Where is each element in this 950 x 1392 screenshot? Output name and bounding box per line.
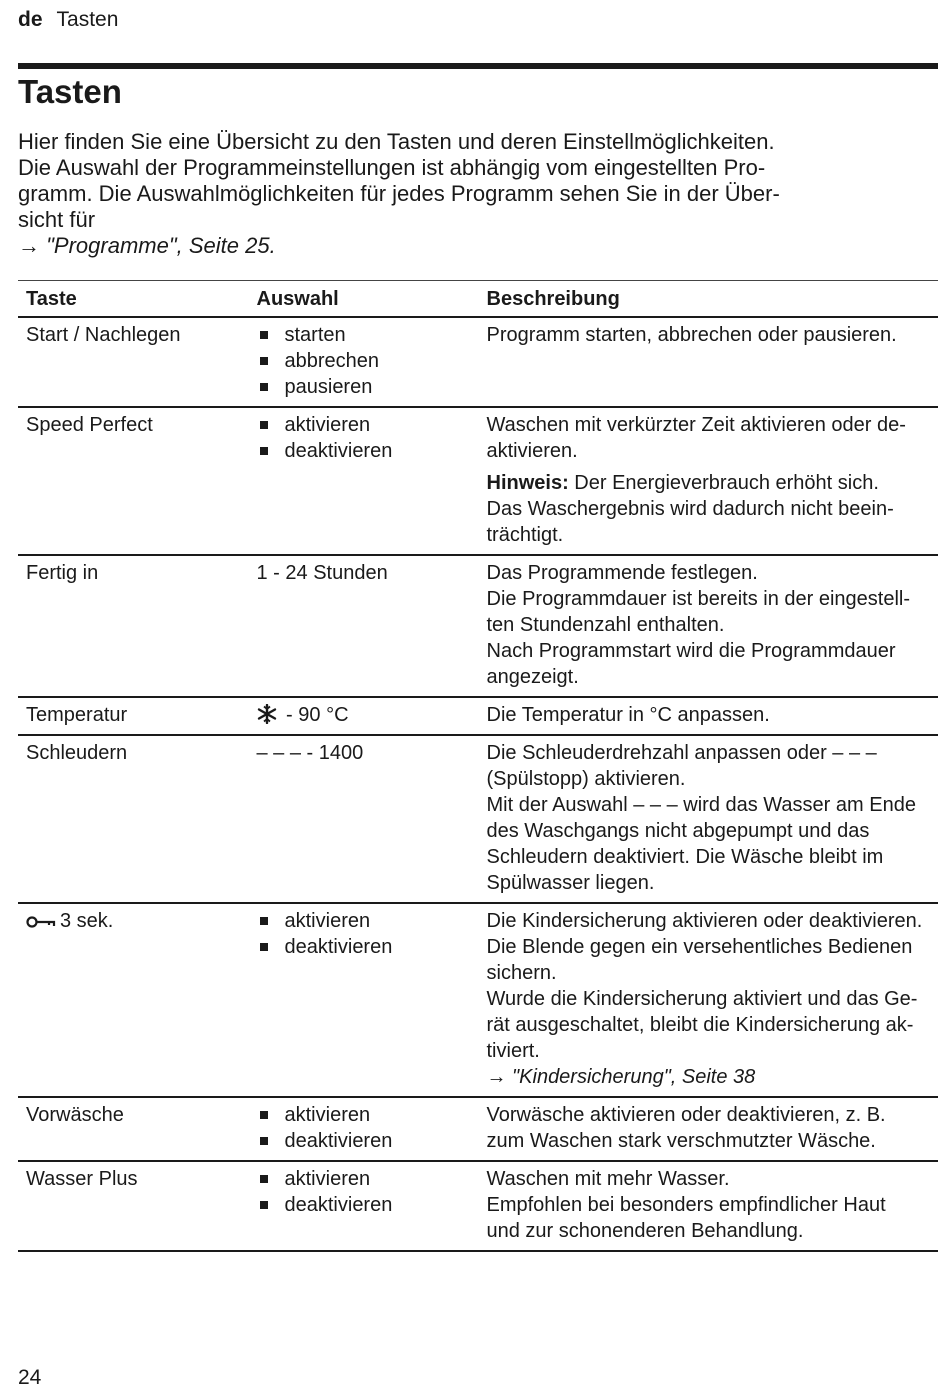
option-item: aktivieren xyxy=(257,908,470,934)
table-row xyxy=(18,1097,938,1161)
auswahl-cell: 1 - 24 Stunden xyxy=(248,555,478,697)
taste-cell: Vorwäsche xyxy=(18,1097,248,1161)
taste-cell: Temperatur xyxy=(18,697,248,735)
auswahl-cell xyxy=(248,697,478,735)
auswahl-cell: – – – - 1400 xyxy=(248,735,478,903)
table-header-row xyxy=(18,281,938,318)
table-row xyxy=(18,555,938,697)
auswahl-cell xyxy=(248,903,478,1097)
description-cell xyxy=(478,735,938,903)
option-item: deaktivieren xyxy=(257,1128,470,1154)
option-item: aktivieren xyxy=(257,1102,470,1128)
language-code: de xyxy=(18,8,43,31)
auswahl-cell xyxy=(248,317,478,407)
description-text: Waschen mit mehr Wasser. Empfohlen bei besonders empfindlicher Haut und zur schonenderen Behandlung. xyxy=(486,1168,886,1242)
description-text: Vorwäsche aktivieren oder deaktivieren, z. B. zum Waschen stark verschmutzter Wäsche. xyxy=(486,1104,886,1152)
table-row xyxy=(18,317,938,407)
note xyxy=(487,470,931,548)
description-cell xyxy=(478,1097,938,1161)
snowflake-icon xyxy=(257,704,277,724)
intro-line: gramm. Die Auswahlmöglichkeiten für jedes Programm sehen Sie in der Über- xyxy=(18,181,780,206)
intro-paragraph xyxy=(18,129,933,259)
taste-cell: Start / Nachlegen xyxy=(18,317,248,407)
option-item: deaktivieren xyxy=(257,438,470,464)
taste-cell: Wasser Plus xyxy=(18,1161,248,1251)
description-text: Das Programmende festlegen. Die Programmdauer ist bereits in der eingestell- ten Stundenzahl enthalten. Nach Programmstart wird die Programmdauer angezeigt. xyxy=(486,562,911,688)
table-row xyxy=(18,407,938,555)
description-text: Programm starten, abbrechen oder pausieren. xyxy=(486,324,897,346)
table-row xyxy=(18,735,938,903)
auswahl-cell xyxy=(248,1097,478,1161)
taste-cell xyxy=(18,903,248,1097)
option-item: abbrechen xyxy=(257,348,470,374)
child-lock-link[interactable]: → "Kindersicherung", Seite 38 xyxy=(486,1066,756,1088)
table-row xyxy=(18,1161,938,1251)
intro-line: Hier finden Sie eine Übersicht zu den Tasten und deren Einstellmöglichkeiten. xyxy=(18,129,775,154)
page-number: 24 xyxy=(18,1366,42,1389)
page-title: Tasten xyxy=(18,73,122,110)
taste-cell: Speed Perfect xyxy=(18,407,248,555)
option-item: aktivieren xyxy=(257,1166,470,1192)
running-header xyxy=(18,8,118,32)
programme-link[interactable]: → "Programme", Seite 25. xyxy=(18,233,276,258)
option-item: starten xyxy=(257,322,470,348)
intro-line: sicht für xyxy=(18,207,96,232)
note-label: Hinweis: xyxy=(486,472,569,494)
description-cell xyxy=(478,407,938,555)
description-cell xyxy=(478,697,938,735)
description-cell xyxy=(478,1161,938,1251)
description-text: Die Kindersicherung aktivieren oder deaktivieren. Die Blende gegen ein versehentliches Bedienen sichern. Wurde die Kindersicherung aktiviert und das Ge- rät ausgeschaltet, bleibt die Kindersicherung ak- tiviert. xyxy=(486,910,923,1062)
buttons-table xyxy=(18,280,938,1252)
column-header-beschreibung: Beschreibung xyxy=(478,281,938,318)
taste-cell: Fertig in xyxy=(18,555,248,697)
option-item: aktivieren xyxy=(257,412,470,438)
taste-cell: Schleudern xyxy=(18,735,248,903)
description-cell xyxy=(478,555,938,697)
table-row xyxy=(18,903,938,1097)
description-text: Die Schleuderdrehzahl anpassen oder – – – (Spülstopp) aktivieren. Mit der Auswahl – – – wird das Wasser am Ende des Waschgangs nicht abgepumpt und das Schleudern deaktiviert. Die Wäsche bleibt im Spülwasser liegen. xyxy=(486,742,916,894)
column-header-auswahl: Auswahl xyxy=(248,281,478,318)
description-text: Waschen mit verkürzter Zeit aktivieren oder de- aktivieren. xyxy=(486,414,906,462)
option-item: deaktivieren xyxy=(257,934,470,960)
table-row xyxy=(18,697,938,735)
auswahl-cell xyxy=(248,1161,478,1251)
description-cell xyxy=(478,317,938,407)
note-text: Der Energieverbrauch erhöht sich. Das Waschergebnis wird dadurch nicht beein- trächtigt. xyxy=(486,472,894,546)
auswahl-cell xyxy=(248,407,478,555)
buttons-table-wrapper xyxy=(18,280,938,1252)
child-lock-label: 3 sek. xyxy=(60,910,114,932)
description-cell xyxy=(478,903,938,1097)
intro-line: Die Auswahl der Programmeinstellungen ist abhängig vom eingestellten Pro- xyxy=(18,155,766,180)
option-item: deaktivieren xyxy=(257,1192,470,1218)
header-rule xyxy=(18,63,938,69)
option-item: pausieren xyxy=(257,374,470,400)
header-section: Tasten xyxy=(56,8,119,31)
key-icon xyxy=(26,914,56,930)
description-text: Die Temperatur in °C anpassen. xyxy=(486,704,770,726)
temperature-range: - 90 °C xyxy=(280,704,349,726)
column-header-taste: Taste xyxy=(18,281,248,318)
